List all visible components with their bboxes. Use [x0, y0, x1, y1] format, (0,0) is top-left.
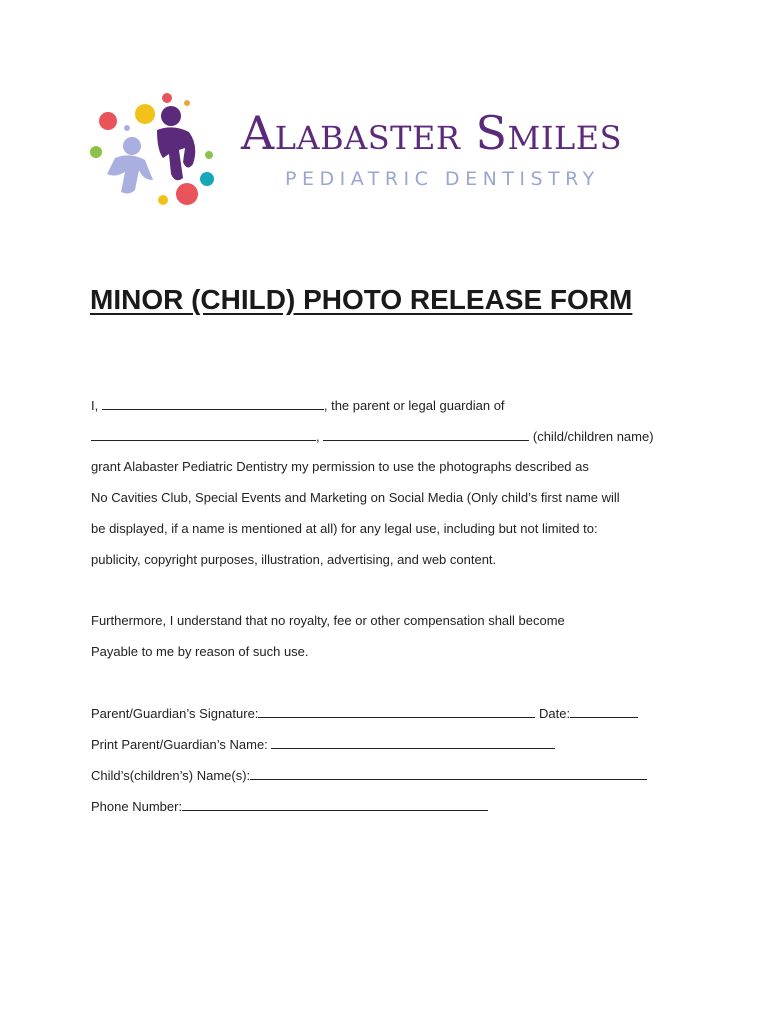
print-name-field[interactable]: [271, 735, 555, 749]
paragraph-line: grant Alabaster Pediatric Dentistry my permission to use the photographs described as: [91, 459, 589, 474]
children-dots-logo-icon: [85, 88, 225, 213]
date-label: Date:: [539, 706, 571, 721]
date-field[interactable]: [570, 704, 638, 718]
child-line: [91, 427, 711, 446]
signature-label: Parent/Guardian’s Signature:: [91, 706, 259, 721]
print-name-line: [91, 735, 711, 754]
line2-suffix: (child/children name): [532, 429, 654, 444]
child-name-field-1[interactable]: [91, 427, 316, 441]
paragraph-line: Furthermore, I understand that no royalty, fee or other compensation shall become: [91, 613, 565, 628]
brand-name: Alabaster Smiles: [241, 106, 622, 160]
child-names-line: [91, 766, 711, 785]
logo: [85, 88, 685, 218]
phone-field[interactable]: [182, 797, 488, 811]
paragraph-line: publicity, copyright purposes, illustration, advertising, and web content.: [91, 552, 497, 567]
signature-line: [91, 704, 711, 723]
paragraph-line: Payable to me by reason of such use.: [91, 644, 309, 659]
child-name-field-2[interactable]: [323, 427, 529, 441]
paragraph-line: be displayed, if a name is mentioned at all) for any legal use, including but not limited to:: [91, 521, 598, 536]
form-title: MINOR (CHILD) PHOTO RELEASE FORM: [90, 284, 633, 315]
signature-field[interactable]: [258, 704, 535, 718]
phone-label: Phone Number:: [91, 799, 183, 814]
brand-subtitle: PEDIATRIC DENTISTRY: [285, 168, 600, 190]
line1-suffix: , the parent or legal guardian of: [323, 398, 505, 413]
line1-prefix: I,: [91, 398, 99, 413]
paragraph-line: No Cavities Club, Special Events and Marketing on Social Media (Only child’s first name will: [91, 490, 620, 505]
guardian-line: [91, 396, 711, 415]
child-names-label: Child’s(children’s) Name(s):: [91, 768, 251, 783]
line2-separator: ,: [316, 429, 320, 444]
guardian-name-field[interactable]: [102, 396, 324, 410]
print-name-label: Print Parent/Guardian’s Name:: [91, 737, 268, 752]
child-names-field[interactable]: [250, 766, 647, 780]
phone-line: [91, 797, 711, 816]
